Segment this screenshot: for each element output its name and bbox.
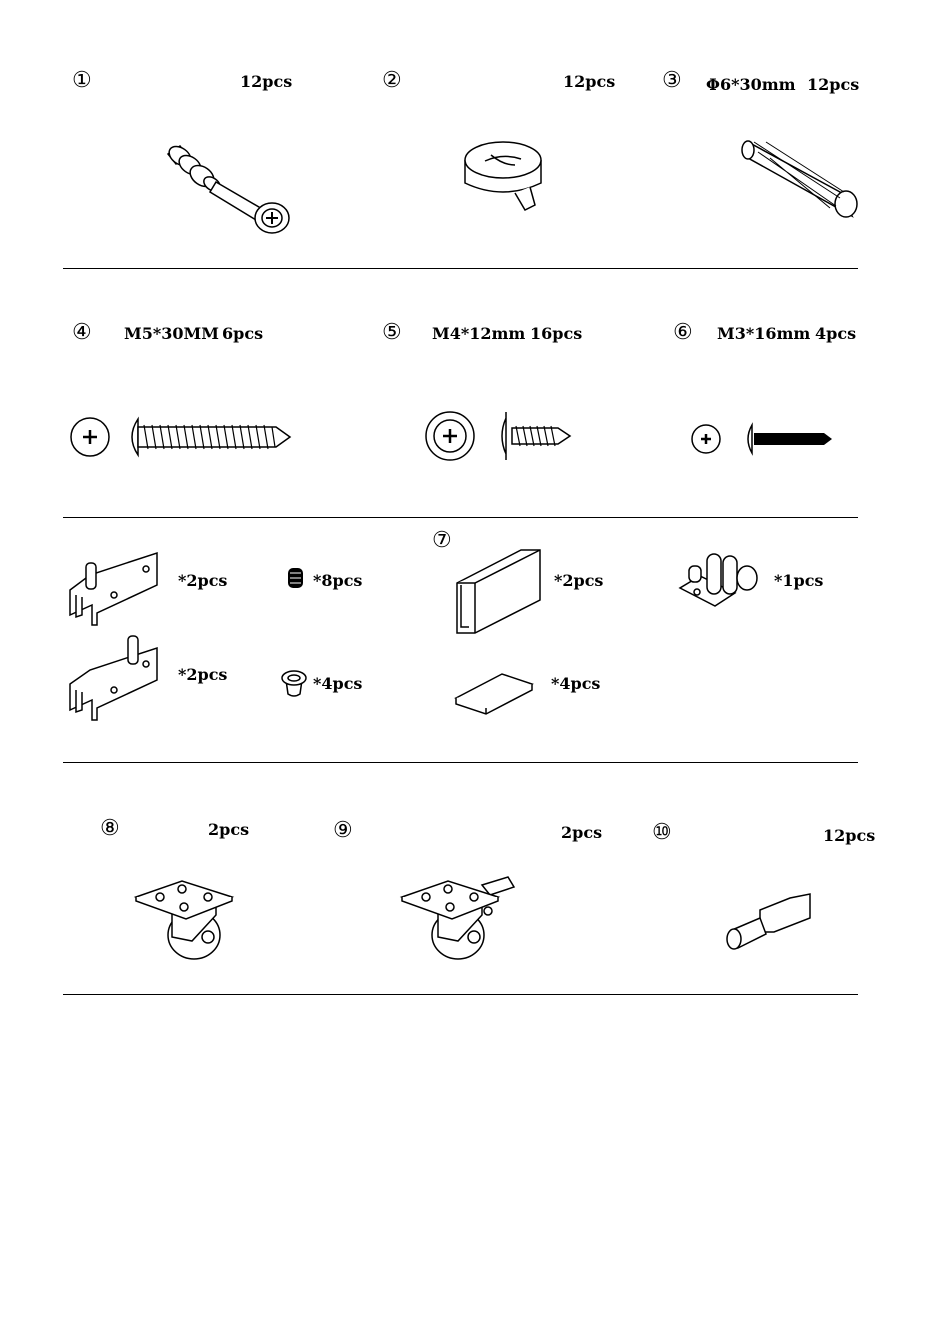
part-4-number: ④ xyxy=(72,320,92,345)
part-1-number: ① xyxy=(72,68,92,93)
part-4-size: M5*30MM xyxy=(124,324,219,343)
part-2-number: ② xyxy=(382,68,402,93)
part-8-number: ⑧ xyxy=(100,816,120,841)
section-divider xyxy=(63,268,858,269)
cam-bolt-illustration xyxy=(160,140,300,235)
part-3-quantity: 12pcs xyxy=(807,75,860,94)
part-5-quantity: 16pcs xyxy=(530,324,583,343)
m5-screw-illustration xyxy=(68,415,298,465)
part-10-quantity: 12pcs xyxy=(823,826,876,845)
m3-screw-illustration xyxy=(690,420,840,460)
part-5-number: ⑤ xyxy=(382,320,402,345)
bracket-b-illustration xyxy=(62,632,167,724)
part-5-size: M4*12mm xyxy=(432,324,526,343)
spring-quantity: *8pcs xyxy=(313,571,363,590)
connector-illustration xyxy=(720,888,820,958)
part-7-number: ⑦ xyxy=(432,528,452,553)
spring-illustration xyxy=(285,565,307,591)
part-8-quantity: 2pcs xyxy=(208,820,250,839)
part-6-size: M3*16mm xyxy=(717,324,811,343)
part-9-quantity: 2pcs xyxy=(561,823,603,842)
part-3-size: Φ6*30mm xyxy=(706,75,796,94)
bracket-a-illustration xyxy=(62,545,167,630)
clip-quantity: *2pcs xyxy=(554,571,604,590)
part-4-quantity: 6pcs xyxy=(222,324,264,343)
pad-quantity: *4pcs xyxy=(551,674,601,693)
part-1-quantity: 12pcs xyxy=(240,72,293,91)
latch-quantity: *1pcs xyxy=(774,571,824,590)
section-divider xyxy=(63,762,858,763)
m4-screw-illustration xyxy=(422,410,582,465)
part-9-number: ⑨ xyxy=(333,818,353,843)
section-divider xyxy=(63,994,858,995)
braked-caster-wheel-illustration xyxy=(398,865,518,965)
wood-dowel-illustration xyxy=(740,128,870,223)
part-2-quantity: 12pcs xyxy=(563,72,616,91)
part-3-number: ③ xyxy=(662,68,682,93)
part-6-number: ⑥ xyxy=(673,320,693,345)
bracket-b-quantity: *2pcs xyxy=(178,665,228,684)
caster-wheel-illustration xyxy=(130,875,240,965)
part-6-quantity: 4pcs xyxy=(815,324,857,343)
part-10-number: ⑩ xyxy=(652,820,672,845)
section-divider xyxy=(63,517,858,518)
bushing-illustration xyxy=(278,666,310,700)
bracket-a-quantity: *2pcs xyxy=(178,571,228,590)
latch-illustration xyxy=(675,548,775,613)
pad-illustration xyxy=(452,668,537,718)
bushing-quantity: *4pcs xyxy=(313,674,363,693)
clip-illustration xyxy=(445,545,545,635)
cam-lock-illustration xyxy=(455,135,565,215)
